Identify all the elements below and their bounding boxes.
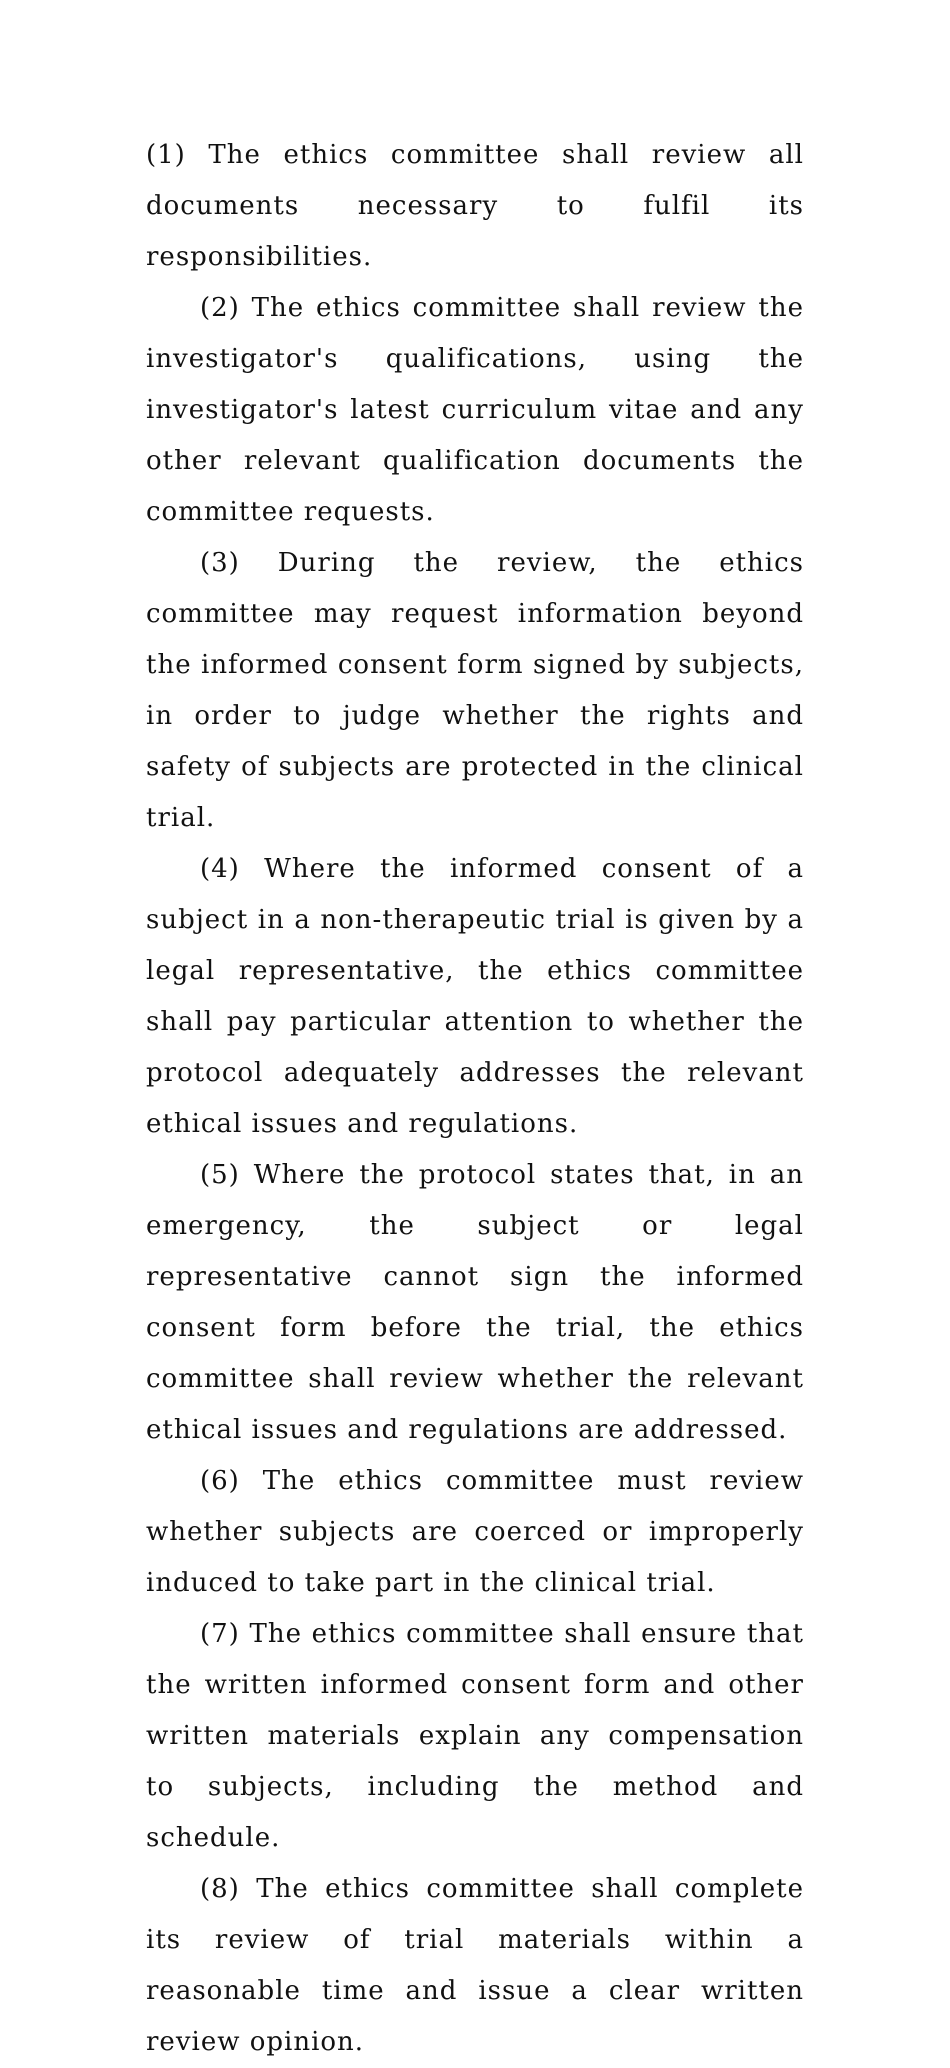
paragraph-8: (8) The ethics committee shall complete its review of trial materials within a reasonable time and issue a clear written review opinion. <box>146 1874 804 2057</box>
paragraph-2: (2) The ethics committee shall review the investigator's qualifications, using the investigator's latest curriculum vitae and any other relevant qualification documents the committee requests. <box>146 293 804 527</box>
paragraph-6: (6) The ethics committee must review whether subjects are coerced or improperly induced to take part in the clinical trial. <box>146 1466 804 1598</box>
paragraph-5: (5) Where the protocol states that, in an emergency, the subject or legal representative cannot sign the informed consent form before the trial, the ethics committee shall review whether the relevant ethical issues and regulations are addressed. <box>146 1160 804 1445</box>
paragraph-1: (1) The ethics committee shall review all documents necessary to fulfil its responsibilities. <box>146 140 804 272</box>
paragraph-4: (4) Where the informed consent of a subject in a non-therapeutic trial is given by a legal representative, the ethics committee shall pay particular attention to whether the protocol adequately addresses the relevant ethical issues and regulations. <box>146 854 804 1139</box>
paragraph-7: (7) The ethics committee shall ensure that the written informed consent form and other written materials explain any compensation to subjects, including the method and schedule. <box>146 1619 804 1853</box>
paragraph-3: (3) During the review, the ethics committee may request information beyond the informed consent form signed by subjects, in order to judge whether the rights and safety of subjects are protected in the clinical trial. <box>146 548 804 833</box>
